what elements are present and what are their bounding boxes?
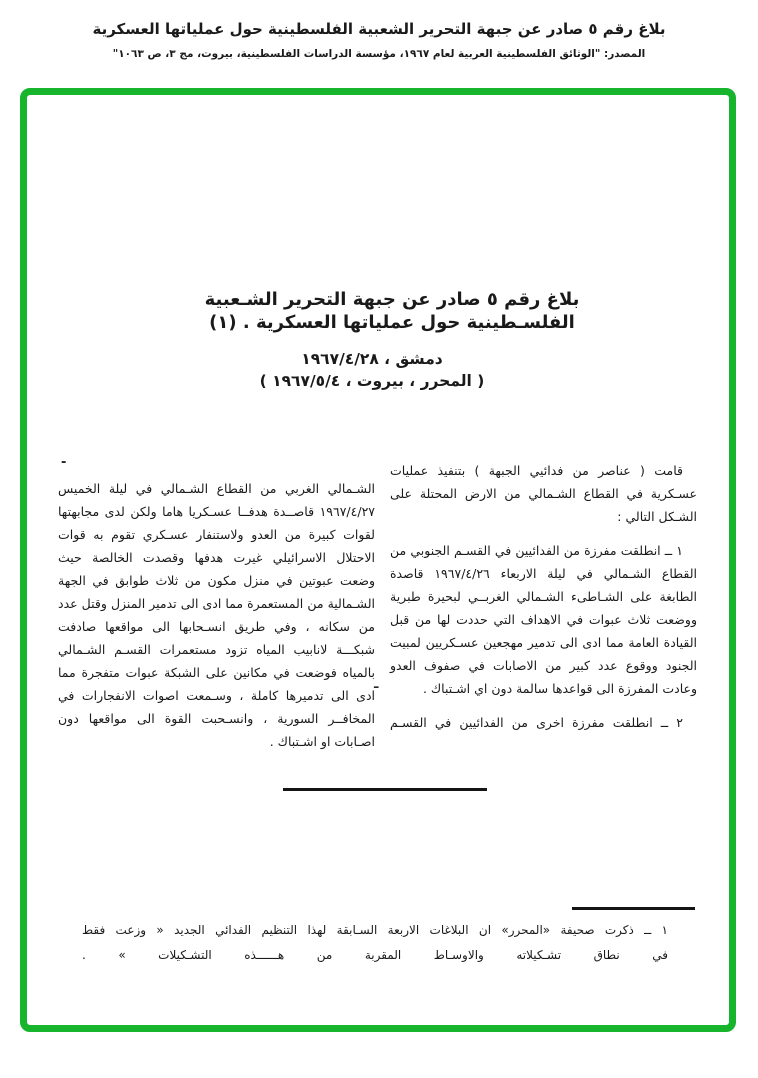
footnote-line-2: في نطاق تشـكيلاته والاوسـاط المقربة من هــــــذه التشـكيلات » .: [82, 948, 668, 962]
body-column-right: [390, 459, 697, 745]
doc-header-source: المصدر: "الوثائق الفلسطينية العربية لعام ١٩٦٧، مؤسسة الدراسات الفلسطينية، بيروت، مج ٣، ص ١٠٦٣": [112, 48, 646, 60]
dateline-damascus: دمشق ، ١٩٦٧/٤/٢٨: [301, 350, 443, 368]
footnote-rule: [572, 907, 695, 910]
scan-artifact-dash: -: [61, 455, 67, 470]
communique-title-line-1: بلاغ رقم ٥ صادر عن جبهة التحرير الشـعبية: [204, 289, 580, 310]
doc-header: [0, 18, 758, 62]
paragraph-operation-2-start: ٢ ــ انطلقت مفرزة اخرى من الفدائيين في القسـم: [390, 715, 683, 730]
dateline-block: [152, 348, 592, 392]
paragraph-intro: قامت ( عناصر من فدائيي الجبهة ) بتنفيذ عمليات عسـكرية في القطاع الشـمالي من الارض المحتلة على الشـكل التالي :: [390, 463, 697, 524]
doc-header-title: بلاغ رقم ٥ صادر عن جبهة التحرير الشعبية الفلسطينية حول عملياتها العسكرية: [92, 20, 666, 38]
body-column-left: [58, 477, 375, 764]
communique-title: [172, 288, 612, 334]
document-scan-frame: [20, 88, 736, 1032]
dateline-editor-beirut: ( المحرر ، بيروت ، ١٩٦٧/٥/٤ ): [259, 372, 485, 390]
end-of-text-rule: [283, 788, 487, 791]
footnote-line-1: ١ ــ ذكرت صحيفة «المحرر» ان البلاغات الاربعة السـابقة لهذا التنظيم الفدائي الجديد « وزعت فقط: [82, 923, 668, 937]
footnote: [82, 918, 668, 968]
paragraph-operation-1: ١ ــ انطلقت مفرزة من الفدائيين في القسـم الجنوبي من القطاع الشـمالي في ليلة الاربعاء ١٩٦٧/٤/٢٦ قاصدة الطابغة على الشـاطىء الشـمالي الغربــي لبحيرة طبرية ووضعت ثلاث عبوات في الاهداف التي حددت لها من قبل القيادة العامة مما ادى الى تدمير مهجعين عسـكريين لمبيت الجنود ووقوع عدد كبير من الاصابات في صفوف العدو وعادت المفرزة الى قواعدها سالمة دون اي اشـتباك .: [390, 543, 698, 696]
paragraph-operation-2-continued: الشـمالي الغربي من القطاع الشـمالي في ليلة الخميس ١٩٦٧/٤/٢٧ قاصــدة هدفــا عسـكريا هاما ولكن لدى مجابهتها لقوات كبيرة من العدو ولاستنفار عسـكري تقوم به قوات الاحتلال الاسرائيلي غيرت هدفها وقصدت الخالصة حيث وضعت عبوتين في منزل مكون من ثلاث طوابق في الجهة الشـمالية من المستعمرة مما ادى الى تدمير المنزل وقتل عدد من سكانه ، وفي طريق انسـحابها الى مواقعها صادفت شبكـــة لانابيب المياه تزود مستعمرات القسـم الشـمالي بالمياه فوضعت في مكانين على الشبكة عبوات متفجرة مما ادى الى تدميرها كاملة ، وسـمعت اصوات الانفجارات في المخافــر السورية ، وانسـحبت القوة الى مواقعها دون اصـابات او اشـتباك .: [58, 481, 375, 749]
scan-artifact-dash: ـ: [374, 677, 379, 692]
communique-title-line-2: الفلسـطينية حول عملياتها العسكرية . (١): [209, 312, 575, 333]
